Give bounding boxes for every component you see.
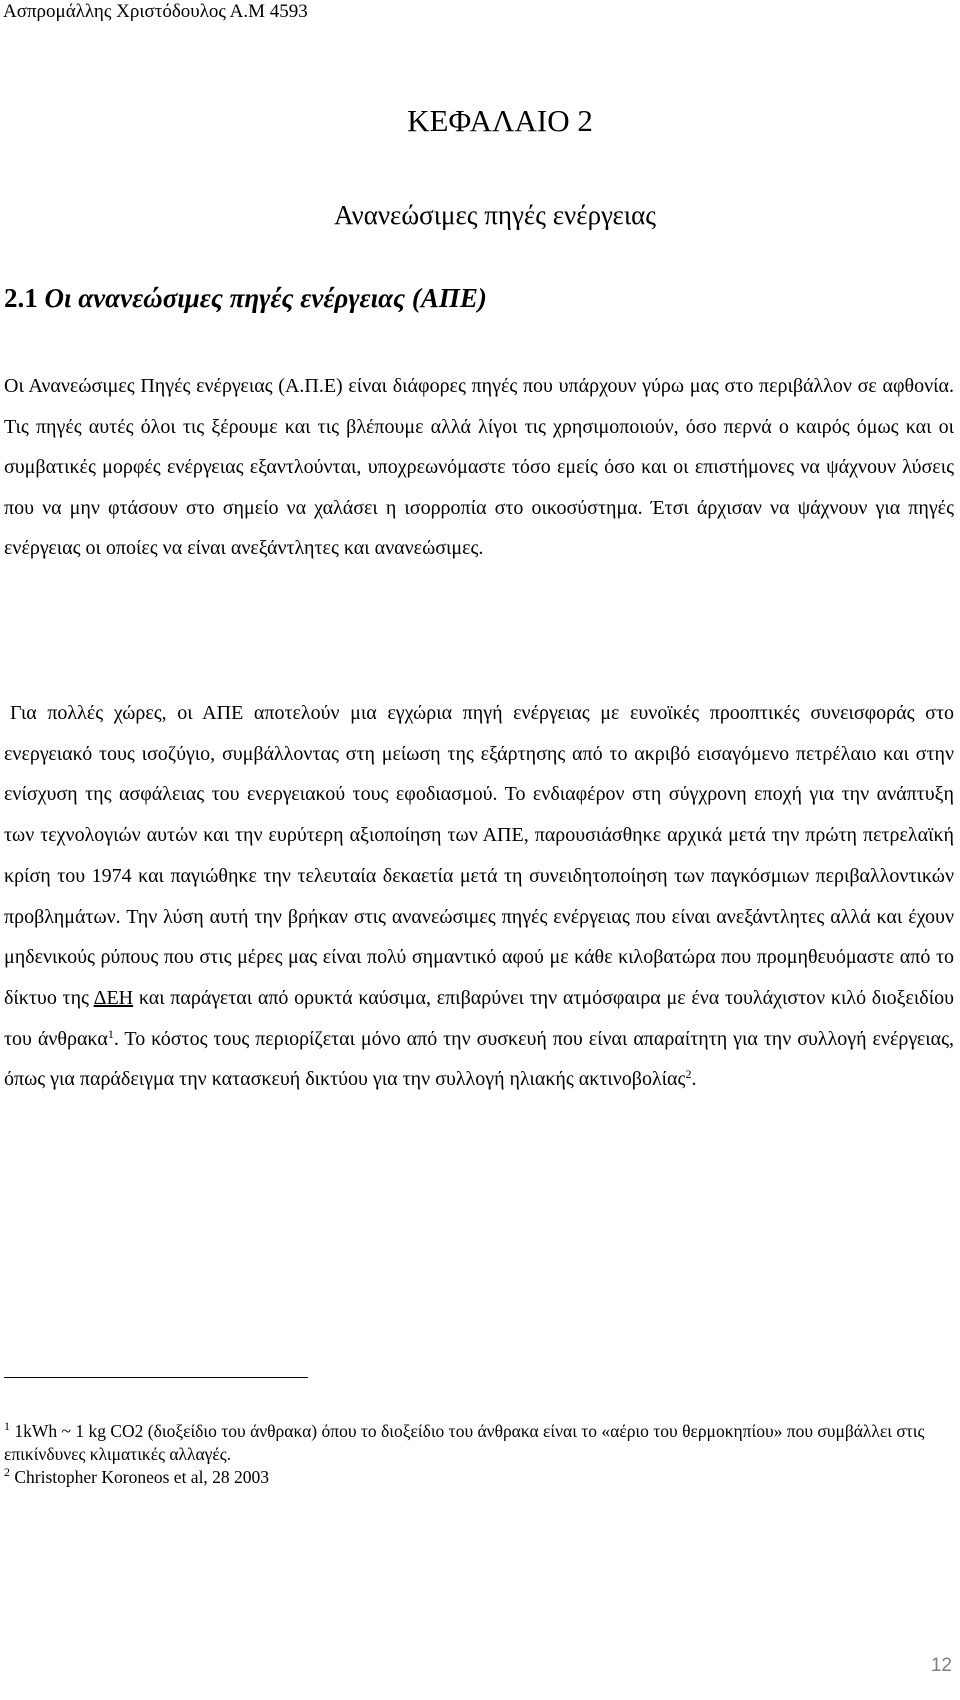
paragraph-main-part1: Για πολλές χώρες, οι ΑΠΕ αποτελούν μια εγχώρια πηγή ενέργειας με ευνοϊκές προοπτικές συνεισφοράς στο ενεργειακό τους ισοζύγιο, συμβάλλοντας στη μείωση της εξάρτησης από το ακριβό εισαγόμενο πετρέλαιο και στην ενίσχυση της ασφάλειας του ενεργειακού τους εφοδιασμού. Το ενδιαφέρον στη σύγχρονη εποχή για την ανάπτυξη των τεχνολογιών αυτών και την ευρύτερη αξιοποίηση των ΑΠΕ, παρουσιάσθηκε αρχικά μετά την πρώτη πετρελαϊκή κρίση του 1974 και παγιώθηκε την τελευταία δεκαετία μετά τη συνειδητοποίηση των παγκόσμιων περιβαλλοντικών προβλημάτων. Την λύση αυτή την βρήκαν στις ανανεώσιμες πηγές ενέργειας που είναι ανεξάντλητες αλλά και έχουν μηδενικούς ρύπους που στις μέρες μας είναι πολύ σημαντικό αφού με κάθε κιλοβατώρα που προμηθευόμαστε από το δίκτυο της	[4, 702, 954, 1009]
footnotes	[4, 1420, 954, 1489]
footnote-mark-1: 1	[4, 1419, 10, 1433]
chapter-subtitle: Ανανεώσιμες πηγές ενέργειας	[334, 200, 656, 230]
paragraph-intro: Οι Ανανεώσιμες Πηγές ενέργειας (Α.Π.Ε) είναι διάφορες πηγές που υπάρχουν γύρω μας στο περιβάλλον σε αφθονία. Τις πηγές αυτές όλοι τις ξέρουμε και τις βλέπουμε αλλά λίγοι τις χρησιμοποιούν, όσο περνά ο καιρός όμως και οι συμβατικές μορφές ενέργειας εξαντλούνται, υποχρεωνόμαστε τόσο εμείς όσο και οι επιστήμονες να ψάχνουν λύσεις που να μην φτάσουν στο σημείο να χαλάσει η ισορροπία στο οικοσύστημα. Έτσι άρχισαν να ψάχνουν για πηγές ενέργειας οι οποίες να είναι ανεξάντλητες και ανανεώσιμες.	[4, 375, 954, 559]
footnote-mark-2: 2	[4, 1465, 10, 1479]
section-title: Οι ανανεώσιμες πηγές ενέργειας (ΑΠΕ)	[44, 283, 487, 313]
footnote-ref-2[interactable]: 2	[685, 1067, 692, 1082]
footnote-separator	[4, 1377, 308, 1378]
section-number: 2.1	[4, 283, 38, 313]
page-header: Ασπρομάλλης Χριστόδουλος Α.Μ 4593	[3, 1, 308, 22]
paragraph-main	[4, 693, 954, 1100]
paragraph-main-part4: .	[691, 1068, 697, 1091]
footnote-ref-1[interactable]: 1	[107, 1026, 114, 1041]
footnote-text-2: Christopher Koroneos et al, 28 2003	[10, 1467, 270, 1487]
paragraph-main-part2: και παράγεται από ορυκτά καύσιμα, επιβαρύνει την ατμόσφαιρα με ένα τουλάχιστον κιλό διοξειδίου του άνθρακα	[4, 986, 954, 1050]
footnote-2	[4, 1466, 954, 1489]
footnote-text-1: 1kWh ~ 1 kg CO2 (διοξείδιο του άνθρακα) όπου το διοξείδιο του άνθρακα είναι το «αέριο του θερμοκηπίου» που συμβάλλει στις επικίνδυνες κλιματικές αλλαγές.	[4, 1421, 925, 1464]
underlined-term: ΔΕΗ	[93, 986, 134, 1009]
paragraph-main-part3: . Το κόστος τους περιορίζεται μόνο από την συσκευή που είναι απαραίτητη για την συλλογή ενέργειας, όπως για παράδειγμα την κατασκευή δικτύου για την συλλογή ηλιακής ακτινοβολίας	[4, 1027, 954, 1091]
chapter-title: ΚΕΦΑΛΑΙΟ 2	[407, 103, 593, 138]
footnote-1	[4, 1420, 954, 1466]
page-number: 12	[930, 1655, 952, 1676]
section-heading	[4, 283, 487, 314]
